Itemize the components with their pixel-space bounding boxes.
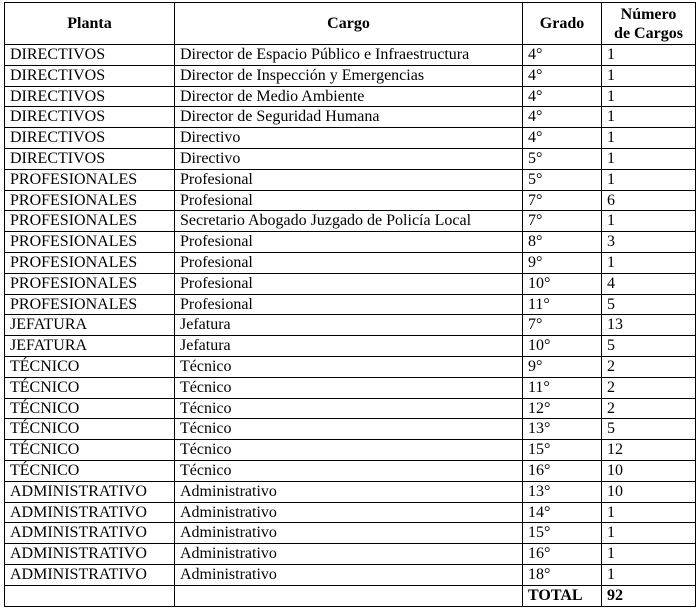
table-body: [5, 45, 696, 586]
cell-grado: 7°: [523, 190, 602, 211]
table-row: [5, 440, 696, 461]
cell-planta: PROFESIONALES: [5, 211, 175, 232]
cell-planta: TÉCNICO: [5, 440, 175, 461]
cell-planta: DIRECTIVOS: [5, 65, 175, 86]
cell-cargo: Profesional: [175, 232, 523, 253]
cell-numero: 3: [602, 232, 696, 253]
table-row: [5, 481, 696, 502]
cell-cargo: Administrativo: [175, 502, 523, 523]
cell-cargo: Directivo: [175, 128, 523, 149]
table-row: [5, 232, 696, 253]
cell-numero: 12: [602, 440, 696, 461]
table-row: [5, 523, 696, 544]
cell-grado: 15°: [523, 440, 602, 461]
cell-planta: PROFESIONALES: [5, 273, 175, 294]
cell-planta: ADMINISTRATIVO: [5, 502, 175, 523]
cell-cargo: Director de Inspección y Emergencias: [175, 65, 523, 86]
cell-grado: 5°: [523, 148, 602, 169]
total-row: [5, 585, 696, 606]
cell-planta: JEFATURA: [5, 336, 175, 357]
cell-cargo: Administrativo: [175, 523, 523, 544]
cell-planta: JEFATURA: [5, 315, 175, 336]
cell-planta: DIRECTIVOS: [5, 148, 175, 169]
cell-grado: 7°: [523, 315, 602, 336]
cell-planta: TÉCNICO: [5, 398, 175, 419]
cell-cargo: Técnico: [175, 440, 523, 461]
cell-cargo: Directivo: [175, 148, 523, 169]
cell-cargo: Jefatura: [175, 315, 523, 336]
cell-grado: 4°: [523, 107, 602, 128]
cell-numero: 1: [602, 148, 696, 169]
table-row: [5, 190, 696, 211]
cell-cargo: Técnico: [175, 460, 523, 481]
cell-grado: 4°: [523, 65, 602, 86]
total-value: 92: [602, 585, 696, 606]
header-cargo: Cargo: [175, 3, 523, 45]
cell-planta: ADMINISTRATIVO: [5, 481, 175, 502]
table-row: [5, 148, 696, 169]
cell-numero: 1: [602, 564, 696, 585]
table-row: [5, 273, 696, 294]
cell-grado: 13°: [523, 481, 602, 502]
cell-numero: 2: [602, 398, 696, 419]
cell-planta: TÉCNICO: [5, 460, 175, 481]
cell-cargo: Director de Seguridad Humana: [175, 107, 523, 128]
cell-numero: 2: [602, 377, 696, 398]
cell-numero: 10: [602, 460, 696, 481]
cell-grado: 11°: [523, 294, 602, 315]
cell-planta: ADMINISTRATIVO: [5, 523, 175, 544]
cell-planta: ADMINISTRATIVO: [5, 544, 175, 565]
cell-grado: 5°: [523, 169, 602, 190]
table-row: [5, 211, 696, 232]
cell-cargo: Técnico: [175, 398, 523, 419]
cell-planta: PROFESIONALES: [5, 169, 175, 190]
cell-cargo: Administrativo: [175, 481, 523, 502]
cell-numero: 1: [602, 107, 696, 128]
cell-grado: 13°: [523, 419, 602, 440]
cell-grado: 12°: [523, 398, 602, 419]
cell-cargo: Profesional: [175, 294, 523, 315]
table-row: [5, 377, 696, 398]
cell-cargo: Profesional: [175, 273, 523, 294]
cell-grado: 11°: [523, 377, 602, 398]
cell-grado: 4°: [523, 128, 602, 149]
cell-planta: DIRECTIVOS: [5, 128, 175, 149]
cell-numero: 13: [602, 315, 696, 336]
header-row: [5, 3, 696, 45]
cell-numero: 5: [602, 294, 696, 315]
table-row: [5, 460, 696, 481]
cell-planta: DIRECTIVOS: [5, 107, 175, 128]
cell-cargo: Administrativo: [175, 564, 523, 585]
table-row: [5, 169, 696, 190]
cell-numero: 4: [602, 273, 696, 294]
table-row: [5, 294, 696, 315]
cell-cargo: Profesional: [175, 190, 523, 211]
cell-numero: 1: [602, 252, 696, 273]
cell-numero: 1: [602, 502, 696, 523]
table-row: [5, 65, 696, 86]
cell-cargo: Profesional: [175, 252, 523, 273]
cell-planta: TÉCNICO: [5, 419, 175, 440]
total-empty-cargo: [175, 585, 523, 606]
cell-cargo: Administrativo: [175, 544, 523, 565]
staff-positions-table: [4, 2, 696, 607]
cell-cargo: Jefatura: [175, 336, 523, 357]
table-row: [5, 252, 696, 273]
cell-planta: ADMINISTRATIVO: [5, 564, 175, 585]
cell-planta: TÉCNICO: [5, 377, 175, 398]
cell-numero: 5: [602, 336, 696, 357]
table-row: [5, 107, 696, 128]
total-empty-planta: [5, 585, 175, 606]
cell-cargo: Técnico: [175, 419, 523, 440]
total-label: TOTAL: [523, 585, 602, 606]
table-row: [5, 419, 696, 440]
cell-grado: 14°: [523, 502, 602, 523]
cell-numero: 1: [602, 86, 696, 107]
cell-grado: 16°: [523, 544, 602, 565]
table-row: [5, 564, 696, 585]
cell-grado: 9°: [523, 356, 602, 377]
cell-planta: PROFESIONALES: [5, 232, 175, 253]
cell-grado: 8°: [523, 232, 602, 253]
table-row: [5, 356, 696, 377]
cell-cargo: Director de Espacio Público e Infraestructura: [175, 45, 523, 66]
cell-planta: DIRECTIVOS: [5, 86, 175, 107]
cell-grado: 7°: [523, 211, 602, 232]
table-row: [5, 398, 696, 419]
cell-numero: 1: [602, 65, 696, 86]
header-numero-line1: Número: [620, 5, 677, 23]
cell-numero: 10: [602, 481, 696, 502]
header-grado: Grado: [523, 3, 602, 45]
cell-grado: 9°: [523, 252, 602, 273]
cell-planta: PROFESIONALES: [5, 252, 175, 273]
cell-numero: 1: [602, 45, 696, 66]
cell-numero: 1: [602, 128, 696, 149]
cell-grado: 4°: [523, 86, 602, 107]
cell-grado: 18°: [523, 564, 602, 585]
cell-numero: 2: [602, 356, 696, 377]
table-row: [5, 502, 696, 523]
cell-grado: 10°: [523, 273, 602, 294]
cell-numero: 1: [602, 544, 696, 565]
cell-cargo: Técnico: [175, 377, 523, 398]
cell-grado: 15°: [523, 523, 602, 544]
cell-cargo: Profesional: [175, 169, 523, 190]
table-row: [5, 315, 696, 336]
table-row: [5, 128, 696, 149]
header-planta: Planta: [5, 3, 175, 45]
table-row: [5, 336, 696, 357]
cell-numero: 1: [602, 523, 696, 544]
cell-grado: 4°: [523, 45, 602, 66]
table-row: [5, 544, 696, 565]
cell-planta: TÉCNICO: [5, 356, 175, 377]
cell-cargo: Director de Medio Ambiente: [175, 86, 523, 107]
table-row: [5, 45, 696, 66]
header-numero-line2: de Cargos: [614, 24, 683, 42]
cell-numero: 1: [602, 211, 696, 232]
cell-grado: 10°: [523, 336, 602, 357]
table-row: [5, 86, 696, 107]
cell-planta: PROFESIONALES: [5, 294, 175, 315]
cell-numero: 1: [602, 169, 696, 190]
cell-cargo: Técnico: [175, 356, 523, 377]
cell-planta: PROFESIONALES: [5, 190, 175, 211]
cell-numero: 6: [602, 190, 696, 211]
header-numero-cargos: [602, 3, 696, 45]
cell-numero: 5: [602, 419, 696, 440]
cell-cargo: Secretario Abogado Juzgado de Policía Local: [175, 211, 523, 232]
cell-grado: 16°: [523, 460, 602, 481]
cell-planta: DIRECTIVOS: [5, 45, 175, 66]
